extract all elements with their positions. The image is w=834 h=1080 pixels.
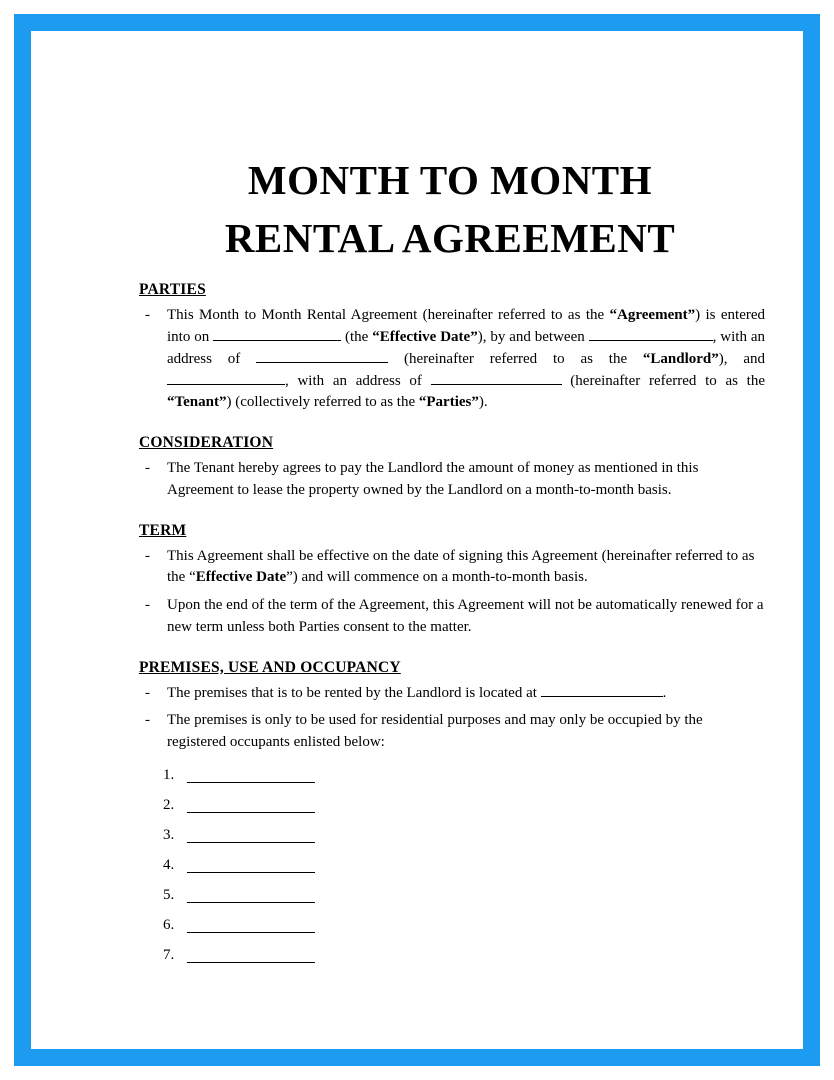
- parties-text-10: ) (collectively referred to as the: [226, 394, 419, 411]
- term-paragraph-2: Upon the end of the term of the Agreement, this Agreement will not be automatically renewed for a new term unless both Parties consent to the matter.: [167, 597, 764, 635]
- effective-date-blank[interactable]: [213, 327, 341, 341]
- page-border-frame: [14, 14, 820, 1066]
- occupant-number: 2.: [163, 796, 175, 813]
- premises-text-1: The premises that is to be rented by the Landlord is located at: [167, 684, 541, 701]
- title-line-2: RENTAL AGREEMENT: [224, 215, 676, 262]
- tenant-address-blank[interactable]: [431, 371, 562, 385]
- occupant-number: 1.: [163, 766, 175, 783]
- occupant-name-blank[interactable]: [187, 891, 315, 903]
- parties-text-2: ) is entered into on: [167, 307, 766, 346]
- list-item: [135, 888, 765, 903]
- section-heading-premises: PREMISES, USE AND OCCUPANCY: [139, 658, 401, 676]
- parties-text-9: (hereinafter referred to as the: [561, 372, 766, 389]
- list-item: [135, 828, 765, 843]
- bullet-dash-icon: -: [145, 460, 150, 477]
- section-heading-parties: PARTIES: [139, 281, 206, 299]
- bottom-spacer: [135, 978, 765, 1038]
- consideration-paragraph: The Tenant hereby agrees to pay the Landlord the amount of money as mentioned in this Agreement to lease the property owned by the Landlord on a month-to-month basis.: [167, 460, 699, 498]
- bullet-dash-icon: -: [145, 684, 150, 701]
- term-tenant: “Tenant”: [167, 394, 227, 411]
- occupant-number: 5.: [163, 886, 175, 903]
- occupant-name-blank[interactable]: [187, 801, 315, 813]
- parties-text-4: ), by and between: [477, 329, 589, 346]
- premises-location-paragraph: [167, 683, 765, 705]
- parties-text-3: (the: [341, 329, 373, 346]
- list-item: [135, 546, 765, 590]
- occupant-name-blank[interactable]: [187, 771, 315, 783]
- list-item: [135, 798, 765, 813]
- term-effective-date-bold: Effective Date: [195, 569, 287, 586]
- section-heading-term: TERM: [139, 521, 187, 539]
- parties-text-6: (hereinafter referred to as the: [388, 350, 643, 367]
- premises-address-blank[interactable]: [541, 683, 663, 697]
- bullet-dash-icon: -: [145, 307, 150, 324]
- title-line-1: MONTH TO MONTH: [247, 157, 653, 203]
- term-paragraph-1: [167, 546, 765, 590]
- section-heading-consideration: CONSIDERATION: [139, 434, 274, 452]
- parties-text-1: This Month to Month Rental Agreement (hereinafter referred to as the: [167, 307, 610, 324]
- list-item: [135, 458, 765, 502]
- term-landlord: “Landlord”: [642, 350, 719, 367]
- occupant-number: 6.: [163, 916, 175, 933]
- occupant-name-blank[interactable]: [187, 861, 315, 873]
- list-item: [135, 948, 765, 963]
- term-effective-date: “Effective Date”: [372, 329, 478, 346]
- parties-paragraph: [167, 305, 765, 414]
- term-agreement: “Agreement”: [609, 307, 696, 324]
- occupant-number: 3.: [163, 826, 175, 843]
- list-item: [135, 305, 765, 414]
- list-item: [135, 858, 765, 873]
- bullet-dash-icon: -: [145, 597, 150, 614]
- tenant-name-blank[interactable]: [167, 371, 285, 385]
- list-item: [135, 683, 765, 705]
- term-text-2: ”) and will commence on a month-to-month basis.: [286, 569, 588, 586]
- premises-use-paragraph: The premises is only to be used for residential purposes and may only be occupied by the registered occupants enlisted below:: [167, 712, 703, 751]
- bullet-dash-icon: -: [145, 712, 150, 729]
- page-title: [135, 151, 765, 267]
- occupant-name-blank[interactable]: [187, 921, 315, 933]
- landlord-address-blank[interactable]: [256, 349, 388, 363]
- list-item: [135, 710, 765, 754]
- parties-text-11: ).: [478, 394, 488, 411]
- parties-text-8: , with an address of: [285, 372, 431, 389]
- parties-text-7: ), and: [718, 350, 766, 367]
- list-item: [135, 768, 765, 783]
- landlord-name-blank[interactable]: [589, 327, 713, 341]
- occupant-name-blank[interactable]: [187, 831, 315, 843]
- term-text-1: This Agreement shall be effective on the date of signing this Agreement (hereinafter referred to as the “: [167, 547, 755, 586]
- list-item: [135, 918, 765, 933]
- premises-text-2: .: [662, 684, 667, 701]
- occupant-name-blank[interactable]: [187, 951, 315, 963]
- occupants-list: [135, 768, 765, 963]
- term-parties: “Parties”: [418, 394, 479, 411]
- occupant-number: 4.: [163, 856, 175, 873]
- document-content: [135, 151, 765, 1038]
- occupant-number: 7.: [163, 946, 175, 963]
- parties-text-5: , with an address of: [167, 329, 765, 367]
- bullet-dash-icon: -: [145, 547, 150, 564]
- list-item: [135, 595, 765, 639]
